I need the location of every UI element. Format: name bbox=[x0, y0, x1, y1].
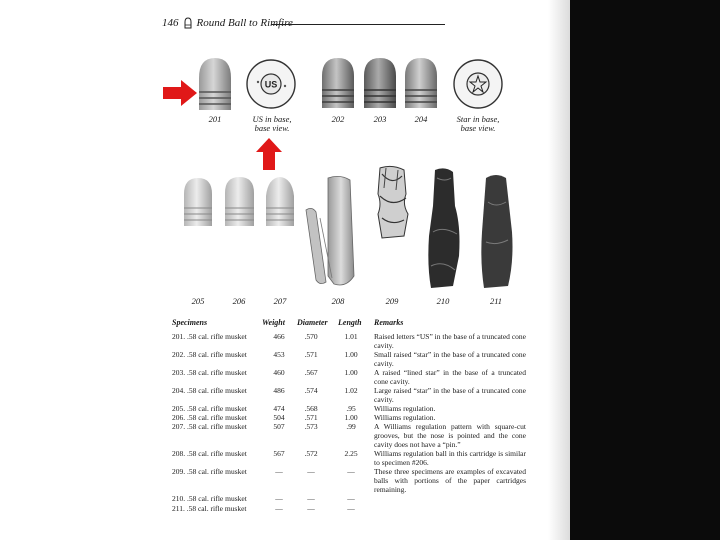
table-row-weight: 567 bbox=[273, 449, 285, 458]
header-specimens: Specimens bbox=[172, 318, 208, 327]
table-row-remarks: These three specimens are examples of excavated balls with portions of the paper cartridges remaining. bbox=[374, 467, 526, 494]
base-mark-text: US bbox=[264, 79, 278, 90]
table-row-length: 1.00 bbox=[344, 413, 358, 422]
table-row-weight: 466 bbox=[273, 332, 285, 341]
table-row-spec: 205. .58 cal. rifle musket bbox=[172, 404, 247, 413]
table-row-diameter: .567 bbox=[304, 368, 318, 377]
table-row-diameter: — bbox=[307, 494, 315, 503]
table-row-spec: 207. .58 cal. rifle musket bbox=[172, 422, 247, 431]
header-remarks: Remarks bbox=[374, 318, 404, 327]
table-row-spec: 201. .58 cal. rifle musket bbox=[172, 332, 247, 341]
table-row-remarks: Large raised “star” in the base of a truncated cone cavity. bbox=[374, 386, 526, 404]
table-row-weight: 486 bbox=[273, 386, 285, 395]
table-row-spec: 209. .58 cal. rifle musket bbox=[172, 467, 247, 476]
caption-207: 207 bbox=[273, 296, 287, 306]
table-row-spec: 211. .58 cal. rifle musket bbox=[172, 504, 247, 513]
page-edge-shadow bbox=[548, 0, 570, 540]
table-row-remarks: Williams regulation ball in this cartridge is similar to specimen #206. bbox=[374, 449, 526, 467]
table-row-weight: — bbox=[275, 504, 283, 513]
base-view-star-photo bbox=[451, 58, 505, 110]
table-row-length: — bbox=[347, 494, 355, 503]
table-row-weight: 504 bbox=[273, 413, 285, 422]
bullet-205-photo bbox=[182, 176, 214, 228]
table-row-remarks: Williams regulation. bbox=[374, 413, 436, 422]
bullet-202-photo bbox=[320, 56, 356, 110]
table-row-length: — bbox=[347, 467, 355, 476]
caption-205: 205 bbox=[191, 296, 205, 306]
table-row-diameter: — bbox=[307, 467, 315, 476]
caption-204: 204 bbox=[414, 114, 428, 124]
table-row-diameter: .571 bbox=[304, 350, 318, 359]
table-row-length: — bbox=[347, 504, 355, 513]
page-number: 146 bbox=[162, 17, 179, 29]
table-row-diameter: .571 bbox=[304, 413, 318, 422]
table-row-remarks: Raised letters “US” in the base of a truncated cone cavity. bbox=[374, 332, 526, 350]
table-row-diameter: .574 bbox=[304, 386, 318, 395]
table-row-diameter: .568 bbox=[304, 404, 318, 413]
bullet-201-photo bbox=[196, 56, 234, 112]
table-row-weight: 474 bbox=[273, 404, 285, 413]
table-row-length: 1.00 bbox=[344, 368, 358, 377]
caption-206: 206 bbox=[232, 296, 246, 306]
bullet-207-photo bbox=[264, 176, 296, 228]
table-row-spec: 206. .58 cal. rifle musket bbox=[172, 413, 247, 422]
cartridge-209-photo bbox=[372, 164, 412, 240]
caption-208: 208 bbox=[331, 296, 345, 306]
running-header bbox=[162, 17, 293, 29]
table-row-length: .99 bbox=[346, 422, 356, 431]
red-arrow-up-icon bbox=[256, 138, 282, 170]
table-row-weight: 507 bbox=[273, 422, 285, 431]
caption-211: 211 bbox=[489, 296, 503, 306]
caption-202: 202 bbox=[331, 114, 345, 124]
table-row-diameter: .573 bbox=[304, 422, 318, 431]
table-row-weight: 453 bbox=[273, 350, 285, 359]
caption-210: 210 bbox=[436, 296, 450, 306]
cartridge-211-photo bbox=[478, 172, 516, 290]
caption-us-base-view: US in base, base view. bbox=[252, 114, 292, 133]
table-row-spec: 208. .58 cal. rifle musket bbox=[172, 449, 247, 458]
table-row-weight: — bbox=[275, 494, 283, 503]
table-row-remarks: Small raised “star” in the base of a truncated cone cavity. bbox=[374, 350, 526, 368]
bullet-204-photo bbox=[403, 56, 439, 110]
scan-background bbox=[570, 0, 720, 540]
cartridge-210-photo bbox=[423, 166, 465, 290]
table-row-remarks: A raised “lined star” in the base of a truncated cone cavity. bbox=[374, 368, 526, 386]
table-row-remarks: Williams regulation. bbox=[374, 404, 436, 413]
table-row-spec: 204. .58 cal. rifle musket bbox=[172, 386, 247, 395]
table-row-spec: 210. .58 cal. rifle musket bbox=[172, 494, 247, 503]
bullet-206-photo bbox=[223, 175, 256, 228]
header-rule bbox=[271, 24, 445, 25]
caption-201: 201 bbox=[208, 114, 222, 124]
header-diameter: Diameter bbox=[297, 318, 328, 327]
table-row-remarks: A Williams regulation pattern with square-cut grooves, but the nose is pointed and the cone cavity does not have a “pin.” bbox=[374, 422, 526, 449]
table-row-diameter: .572 bbox=[304, 449, 318, 458]
red-arrow-right-icon bbox=[163, 80, 197, 106]
bullet-203-photo bbox=[362, 56, 398, 110]
caption-209: 209 bbox=[385, 296, 399, 306]
table-row-length: 1.00 bbox=[344, 350, 358, 359]
table-row-length: .95 bbox=[346, 404, 356, 413]
caption-star-base-view: Star in base, base view. bbox=[456, 114, 500, 133]
header-title: Round Ball to Rimfire bbox=[196, 17, 293, 29]
table-row-length: 2.25 bbox=[344, 449, 358, 458]
table-row-weight: 460 bbox=[273, 368, 285, 377]
table-row-weight: — bbox=[275, 467, 283, 476]
cartridge-208-photo bbox=[304, 172, 358, 290]
table-row-spec: 202. .58 cal. rifle musket bbox=[172, 350, 247, 359]
header-weight: Weight bbox=[262, 318, 285, 327]
base-view-us-photo bbox=[245, 58, 297, 110]
table-row-length: 1.02 bbox=[344, 386, 358, 395]
caption-203: 203 bbox=[373, 114, 387, 124]
table-row-spec: 203. .58 cal. rifle musket bbox=[172, 368, 247, 377]
table-row-length: 1.01 bbox=[344, 332, 358, 341]
bullet-icon bbox=[183, 17, 193, 29]
table-row-diameter: .570 bbox=[304, 332, 318, 341]
table-row-diameter: — bbox=[307, 504, 315, 513]
header-length: Length bbox=[338, 318, 362, 327]
